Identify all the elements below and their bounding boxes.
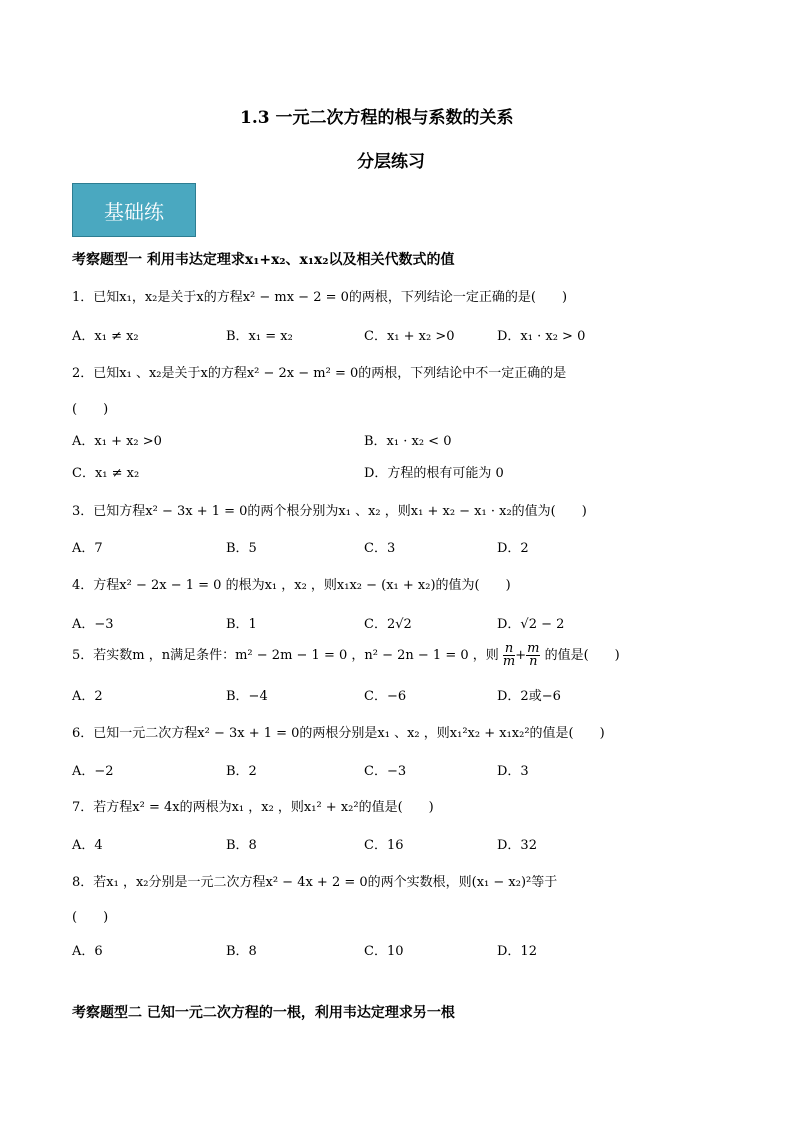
question-5-option-c: C．−6 bbox=[364, 689, 407, 704]
question-7-stem: 7．若方程x² = 4x的两根为x₁ ，x₂ ，则x₁² + x₂²的值是( ) bbox=[72, 800, 434, 815]
question-4-option-a: A．−3 bbox=[72, 617, 114, 632]
question-7-option-d: D．32 bbox=[497, 838, 537, 853]
question-5-option-b: B．−4 bbox=[226, 689, 268, 704]
question-7-option-b: B．8 bbox=[226, 838, 257, 853]
question-3-option-a: A．7 bbox=[72, 541, 103, 556]
question-6-option-b: B．2 bbox=[226, 764, 257, 779]
question-1-option-a: A．x₁ ≠ x₂ bbox=[72, 329, 139, 344]
question-6-option-c: C．−3 bbox=[364, 764, 407, 779]
question-2-answer-bracket: ( ) bbox=[72, 402, 109, 417]
question-3-option-b: B．5 bbox=[226, 541, 257, 556]
fraction-1-numerator: n bbox=[504, 641, 514, 656]
question-2-option-c: C．x₁ ≠ x₂ bbox=[72, 466, 140, 481]
question-4-option-d: D．√2 − 2 bbox=[497, 617, 565, 632]
section-heading-2: 考察题型二 已知一元二次方程的一根，利用韦达定理求另一根 bbox=[72, 1005, 455, 1021]
section-heading-1: 考察题型一 利用韦达定理求x₁+x₂、x₁x₂以及相关代数式的值 bbox=[72, 252, 455, 268]
question-2-option-a: A．x₁ + x₂ >0 bbox=[72, 434, 162, 449]
question-1-option-b: B．x₁ = x₂ bbox=[226, 329, 293, 344]
question-3-option-d: D．2 bbox=[497, 541, 529, 556]
page-title: 1.3 一元二次方程的根与系数的关系 bbox=[240, 108, 514, 128]
fraction-n-over-m bbox=[503, 643, 515, 668]
plus-sign: + bbox=[515, 648, 527, 663]
question-4-stem: 4．方程x² − 2x − 1 = 0 的根为x₁ ，x₂ ，则x₁x₂ − (x₁ + x₂)的值为( ) bbox=[72, 578, 511, 593]
question-7-option-a: A．4 bbox=[72, 838, 103, 853]
fraction-m-over-n bbox=[526, 643, 540, 668]
question-5-stem-end: 的值是( ) bbox=[544, 648, 620, 663]
question-1-stem: 1．已知x₁，x₂是关于x的方程x² − mx − 2 = 0的两根，下列结论一定正确的是( ) bbox=[72, 290, 568, 305]
question-3-stem: 3．已知方程x² − 3x + 1 = 0的两个根分别为x₁ 、x₂ ，则x₁ + x₂ − x₁ · x₂的值为( ) bbox=[72, 504, 587, 519]
question-8-answer-bracket: ( ) bbox=[72, 910, 109, 925]
question-4-option-c: C．2√2 bbox=[364, 617, 412, 632]
question-6-option-a: A．−2 bbox=[72, 764, 114, 779]
question-3-option-c: C．3 bbox=[364, 541, 396, 556]
question-5-stem-start: 5．若实数m ，n满足条件：m² − 2m − 1 = 0 ，n² − 2n − 1 = 0 ，则 bbox=[72, 648, 499, 663]
question-4-option-b: B．1 bbox=[226, 617, 257, 632]
question-8-option-d: D．12 bbox=[497, 944, 537, 959]
question-8-option-a: A．6 bbox=[72, 944, 103, 959]
question-2-option-d: D．方程的根有可能为 0 bbox=[364, 466, 504, 481]
question-1-option-d: D．x₁ · x₂ > 0 bbox=[497, 329, 586, 344]
question-1-option-c: C．x₁ + x₂ >0 bbox=[364, 329, 455, 344]
question-8-option-c: C．10 bbox=[364, 944, 404, 959]
question-2-stem: 2．已知x₁ 、x₂是关于x的方程x² − 2x − m² = 0的两根，下列结论中不一定正确的是 bbox=[72, 366, 567, 381]
question-8-option-b: B．8 bbox=[226, 944, 257, 959]
question-6-option-d: D．3 bbox=[497, 764, 529, 779]
question-5-option-d: D．2或−6 bbox=[497, 689, 561, 704]
basic-practice-banner bbox=[72, 183, 196, 237]
question-6-stem: 6．已知一元二次方程x² − 3x + 1 = 0的两根分别是x₁ 、x₂ ，则x₁²x₂ + x₁x₂²的值是( ) bbox=[72, 726, 605, 741]
page-subtitle: 分层练习 bbox=[357, 152, 425, 172]
fraction-2-denominator: n bbox=[529, 654, 538, 669]
question-8-stem: 8．若x₁ ，x₂分别是一元二次方程x² − 4x + 2 = 0的两个实数根，则(x₁ − x₂)²等于 bbox=[72, 875, 558, 890]
question-7-option-c: C．16 bbox=[364, 838, 404, 853]
fraction-2-numerator: m bbox=[527, 641, 540, 656]
question-5-option-a: A．2 bbox=[72, 689, 103, 704]
fraction-1-denominator: m bbox=[502, 654, 516, 669]
question-2-option-b: B．x₁ · x₂ < 0 bbox=[364, 434, 452, 449]
question-5-stem bbox=[72, 643, 620, 668]
banner-label: 基础练 bbox=[104, 199, 164, 224]
